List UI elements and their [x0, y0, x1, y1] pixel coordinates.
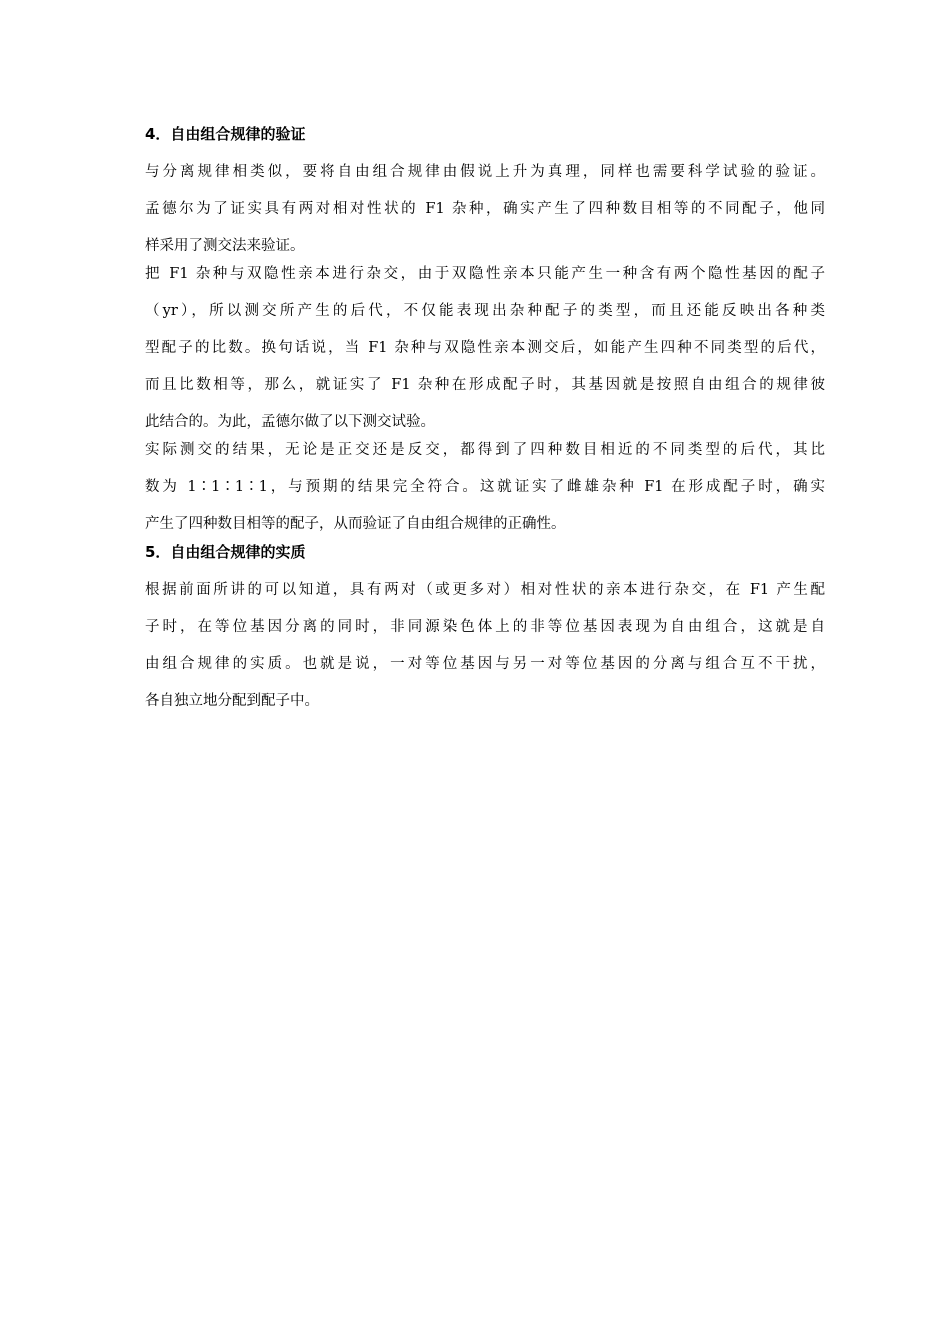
- section-heading-5: 5．自由组合规律的实质: [145, 543, 306, 561]
- document-body: [145, 124, 825, 719]
- text-line: （yr），所以测交所产生的后代，不仅能表现出杂种配子的类型，而且还能反映出各种类: [145, 303, 825, 319]
- text-line: 样采用了测交法来验证。: [145, 238, 305, 254]
- text-line: 产生了四种数目相等的配子，从而验证了自由组合规律的正确性。: [145, 516, 566, 532]
- paragraph: [145, 162, 825, 256]
- text-line: 型配子的比数。换句话说，当 F1 杂种与双隐性亲本测交后，如能产生四种不同类型的后代，: [145, 340, 825, 356]
- text-line: 此结合的。为此，孟德尔做了以下测交试验。: [145, 414, 435, 430]
- text-line: 数为 1∶1∶1∶1，与预期的结果完全符合。这就证实了雌雄杂种 F1 在形成配子时，确实: [145, 479, 825, 495]
- text-line: 孟德尔为了证实具有两对相对性状的 F1 杂种，确实产生了四种数目相等的不同配子，他同: [145, 201, 825, 217]
- text-line: 把 F1 杂种与双隐性亲本进行杂交，由于双隐性亲本只能产生一种含有两个隐性基因的配子: [145, 266, 825, 282]
- text-line: 根据前面所讲的可以知道，具有两对（或更多对）相对性状的亲本进行杂交，在 F1 产生配: [145, 582, 825, 598]
- text-line: 实际测交的结果，无论是正交还是反交，都得到了四种数目相近的不同类型的后代，其比: [145, 442, 825, 458]
- section-heading-4: 4．自由组合规律的验证: [145, 125, 306, 143]
- paragraph: [145, 440, 825, 534]
- paragraph: [145, 264, 825, 432]
- paragraph: [145, 580, 825, 711]
- text-line: 子时，在等位基因分离的同时，非同源染色体上的非等位基因表现为自由组合，这就是自: [145, 619, 825, 635]
- text-line: 由组合规律的实质。也就是说，一对等位基因与另一对等位基因的分离与组合互不干扰，: [145, 656, 825, 672]
- text-line: 而且比数相等，那么，就证实了 F1 杂种在形成配子时，其基因就是按照自由组合的规律彼: [145, 377, 825, 393]
- text-line: 各自独立地分配到配子中。: [145, 693, 319, 709]
- text-line: 与分离规律相类似，要将自由组合规律由假说上升为真理，同样也需要科学试验的验证。: [145, 164, 825, 180]
